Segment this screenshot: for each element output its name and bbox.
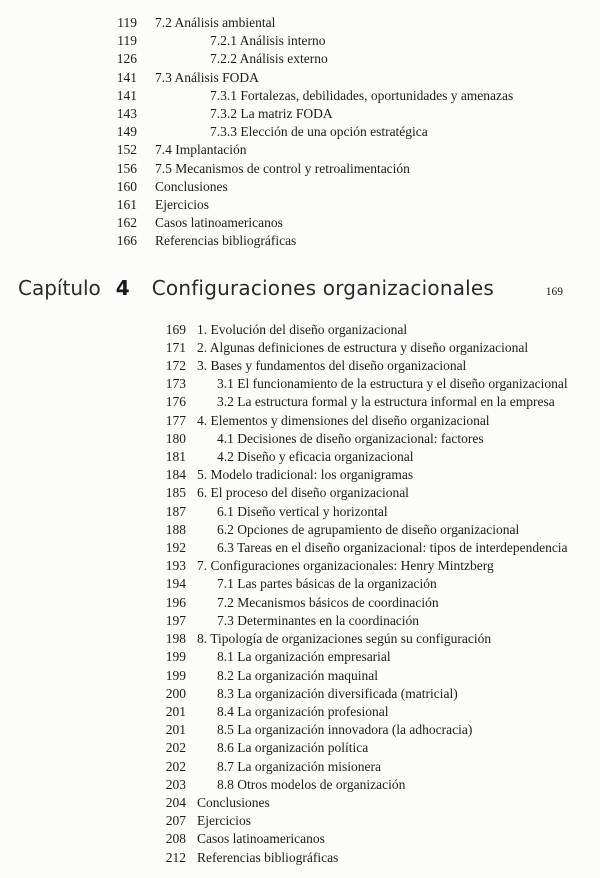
toc-entry-text: 6.2 Opciones de agrupamiento de diseño organizacional bbox=[217, 521, 520, 537]
toc-page-number: 171 bbox=[165, 339, 186, 355]
toc-entry bbox=[148, 630, 600, 648]
toc-entry-text: 8. Tipología de organizaciones según su configuración bbox=[197, 631, 492, 647]
toc-page-number: 184 bbox=[165, 467, 186, 483]
toc-entry-text: 4.1 Decisiones de diseño organizacional: factores bbox=[217, 430, 484, 446]
toc-page-number: 207 bbox=[165, 813, 186, 829]
toc-page-number: 166 bbox=[116, 233, 137, 249]
toc-entry bbox=[148, 412, 600, 430]
toc-entry-text: 8.5 La organización innovadora (la adhocracia) bbox=[217, 722, 473, 738]
toc-entry bbox=[148, 739, 600, 757]
toc-entry bbox=[148, 448, 600, 466]
toc-entry-text: Casos latinoamericanos bbox=[197, 831, 325, 847]
toc-page-number: 199 bbox=[165, 667, 186, 683]
toc-page-number: 181 bbox=[165, 449, 186, 465]
toc-entry bbox=[100, 214, 600, 232]
chapter-page-number: 169 bbox=[545, 285, 563, 298]
toc-entry-text: 7.5 Mecanismos de control y retroalimentación bbox=[155, 160, 410, 176]
toc-page-number: 141 bbox=[116, 69, 137, 85]
toc-entry-text: 7.2.1 Análisis interno bbox=[210, 33, 326, 49]
toc-entry-text: 4. Elementos y dimensiones del diseño organizacional bbox=[197, 412, 490, 428]
toc-entry bbox=[100, 32, 600, 50]
toc-page-number: 199 bbox=[165, 649, 186, 665]
toc-entry-text: 7.1 Las partes básicas de la organización bbox=[217, 576, 437, 592]
toc-entry bbox=[148, 612, 600, 630]
toc-entry-text: Ejercicios bbox=[155, 197, 209, 213]
toc-entry-text: 7.2 Análisis ambiental bbox=[155, 15, 276, 30]
toc-list-chapter7 bbox=[100, 14, 600, 251]
toc-entry-text: Referencias bibliográficas bbox=[197, 849, 339, 865]
toc-page-number: 188 bbox=[165, 521, 186, 537]
toc-page-number: 143 bbox=[116, 106, 137, 122]
chapter-label: Capítulo bbox=[18, 275, 101, 300]
toc-entry bbox=[148, 721, 600, 739]
toc-entry-text: 7.2.2 Análisis externo bbox=[210, 51, 328, 67]
toc-page-number: 169 bbox=[165, 321, 186, 337]
toc-entry-text: Ejercicios bbox=[197, 813, 251, 829]
toc-entry-text: 4.2 Diseño y eficacia organizacional bbox=[217, 449, 414, 465]
toc-entry-text: 7.4 Implantación bbox=[155, 142, 247, 158]
toc-entry-text: 1. Evolución del diseño organizacional bbox=[197, 321, 408, 337]
toc-entry bbox=[148, 484, 600, 502]
toc-entry bbox=[100, 87, 600, 105]
toc-page-number: 202 bbox=[165, 758, 186, 774]
toc-entry-text: 7. Configuraciones organizacionales: Henry Mintzberg bbox=[197, 558, 494, 574]
chapter-heading bbox=[18, 276, 600, 300]
toc-entry bbox=[100, 50, 600, 68]
toc-page-number: 204 bbox=[165, 794, 186, 810]
chapter-number: 4 bbox=[115, 275, 130, 300]
toc-page-number: 198 bbox=[165, 631, 186, 647]
toc-entry-text: Referencias bibliográficas bbox=[155, 233, 297, 249]
toc-entry-text: Casos latinoamericanos bbox=[155, 215, 283, 231]
toc-entry bbox=[100, 123, 600, 141]
toc-entry-text: 8.4 La organización profesional bbox=[217, 703, 389, 719]
toc-entry bbox=[148, 430, 600, 448]
toc-page-number: 196 bbox=[165, 594, 186, 610]
toc-entry bbox=[100, 160, 600, 178]
toc-page-number: 149 bbox=[116, 124, 137, 140]
toc-entry bbox=[100, 14, 600, 32]
toc-page-number: 161 bbox=[116, 197, 137, 213]
toc-entry bbox=[148, 339, 600, 357]
toc-entry bbox=[100, 232, 600, 250]
toc-entry bbox=[148, 703, 600, 721]
toc-entry bbox=[100, 141, 600, 159]
toc-entry-text: 6. El proceso del diseño organizacional bbox=[197, 485, 409, 501]
toc-page-number: 194 bbox=[165, 576, 186, 592]
toc-entry bbox=[100, 69, 600, 87]
toc-page-number: 208 bbox=[165, 831, 186, 847]
toc-entry bbox=[148, 393, 600, 411]
toc-entry-text: 3.1 El funcionamiento de la estructura y el diseño organizacional bbox=[217, 376, 568, 392]
toc-entry-text: 6.3 Tareas en el diseño organizacional: tipos de interdependencia bbox=[217, 540, 568, 556]
toc-page-number: 176 bbox=[165, 394, 186, 410]
toc-entry-text: Conclusiones bbox=[155, 178, 228, 194]
toc-page-number: 193 bbox=[165, 558, 186, 574]
toc-entry-text: 2. Algunas definiciones de estructura y diseño organizacional bbox=[197, 339, 529, 355]
toc-entry-text: 8.7 La organización misionera bbox=[217, 758, 381, 774]
toc-entry-text: 6.1 Diseño vertical y horizontal bbox=[217, 503, 388, 519]
toc-entry-text: 8.1 La organización empresarial bbox=[217, 649, 391, 665]
toc-entry bbox=[148, 776, 600, 794]
toc-page-number: 200 bbox=[165, 685, 186, 701]
toc-entry bbox=[100, 178, 600, 196]
toc-entry-text: 8.6 La organización política bbox=[217, 740, 369, 756]
toc-page-number: 197 bbox=[165, 612, 186, 628]
toc-entry-text: 7.2 Mecanismos básicos de coordinación bbox=[217, 594, 439, 610]
toc-entry bbox=[148, 466, 600, 484]
toc-entry-text: 7.3.2 La matriz FODA bbox=[210, 106, 333, 122]
toc-entry bbox=[148, 521, 600, 539]
toc-entry bbox=[148, 648, 600, 666]
toc-entry bbox=[148, 812, 600, 830]
toc-page-number: 177 bbox=[165, 412, 186, 428]
toc-entry bbox=[148, 685, 600, 703]
toc-page-number: 201 bbox=[165, 703, 186, 719]
toc-entry-text: 8.2 La organización maquinal bbox=[217, 667, 378, 683]
toc-page-number: 160 bbox=[116, 178, 137, 194]
toc-page-number: 187 bbox=[165, 503, 186, 519]
toc-entry bbox=[100, 196, 600, 214]
toc-entry-text: 7.3.1 Fortalezas, debilidades, oportunidades y amenazas bbox=[210, 87, 514, 103]
toc-page-number: 119 bbox=[117, 33, 137, 49]
toc-page-number: 141 bbox=[116, 87, 137, 103]
toc-entry-text: 7.3 Determinantes en la coordinación bbox=[217, 612, 420, 628]
toc-entry bbox=[148, 849, 600, 867]
toc-page-number: 203 bbox=[165, 776, 186, 792]
toc-page-number: 162 bbox=[116, 215, 137, 231]
toc-page-number: 172 bbox=[165, 358, 186, 374]
toc-page-number: 180 bbox=[165, 430, 186, 446]
toc-page-number: 201 bbox=[165, 722, 186, 738]
toc-entry bbox=[148, 667, 600, 685]
toc-entry-text: 8.3 La organización diversificada (matricial) bbox=[217, 685, 458, 701]
toc-entry-text: 7.3.3 Elección de una opción estratégica bbox=[210, 124, 428, 140]
toc-entry-text: 7.3 Análisis FODA bbox=[155, 69, 259, 85]
toc-page-number: 192 bbox=[165, 540, 186, 556]
toc-entry bbox=[148, 539, 600, 557]
toc-page-number: 152 bbox=[116, 142, 137, 158]
toc-entry-text: 5. Modelo tradicional: los organigramas bbox=[197, 467, 414, 483]
toc-page-number: 119 bbox=[117, 15, 137, 30]
toc-entry bbox=[148, 794, 600, 812]
toc-page-number: 185 bbox=[165, 485, 186, 501]
toc-entry bbox=[100, 105, 600, 123]
toc-page-number: 202 bbox=[165, 740, 186, 756]
toc-entry bbox=[148, 357, 600, 375]
toc-page-number: 126 bbox=[116, 51, 137, 67]
toc-entry bbox=[148, 557, 600, 575]
toc-page-number: 173 bbox=[165, 376, 186, 392]
toc-entry bbox=[148, 758, 600, 776]
toc-entry-text: 3.2 La estructura formal y la estructura informal en la empresa bbox=[217, 394, 555, 410]
toc-entry-text: 8.8 Otros modelos de organización bbox=[217, 776, 406, 792]
toc-entry bbox=[148, 375, 600, 393]
toc-list-chapter4 bbox=[148, 321, 600, 867]
toc-entry-text: 3. Bases y fundamentos del diseño organizacional bbox=[197, 358, 467, 374]
chapter-title: Configuraciones organizacionales bbox=[151, 275, 495, 300]
toc-entry bbox=[148, 594, 600, 612]
toc-entry bbox=[148, 830, 600, 848]
toc-entry-text: Conclusiones bbox=[197, 794, 270, 810]
toc-page-number: 156 bbox=[116, 160, 137, 176]
toc-entry bbox=[148, 575, 600, 593]
toc-entry bbox=[148, 321, 600, 339]
toc-entry bbox=[148, 503, 600, 521]
toc-page-number: 212 bbox=[165, 849, 186, 865]
